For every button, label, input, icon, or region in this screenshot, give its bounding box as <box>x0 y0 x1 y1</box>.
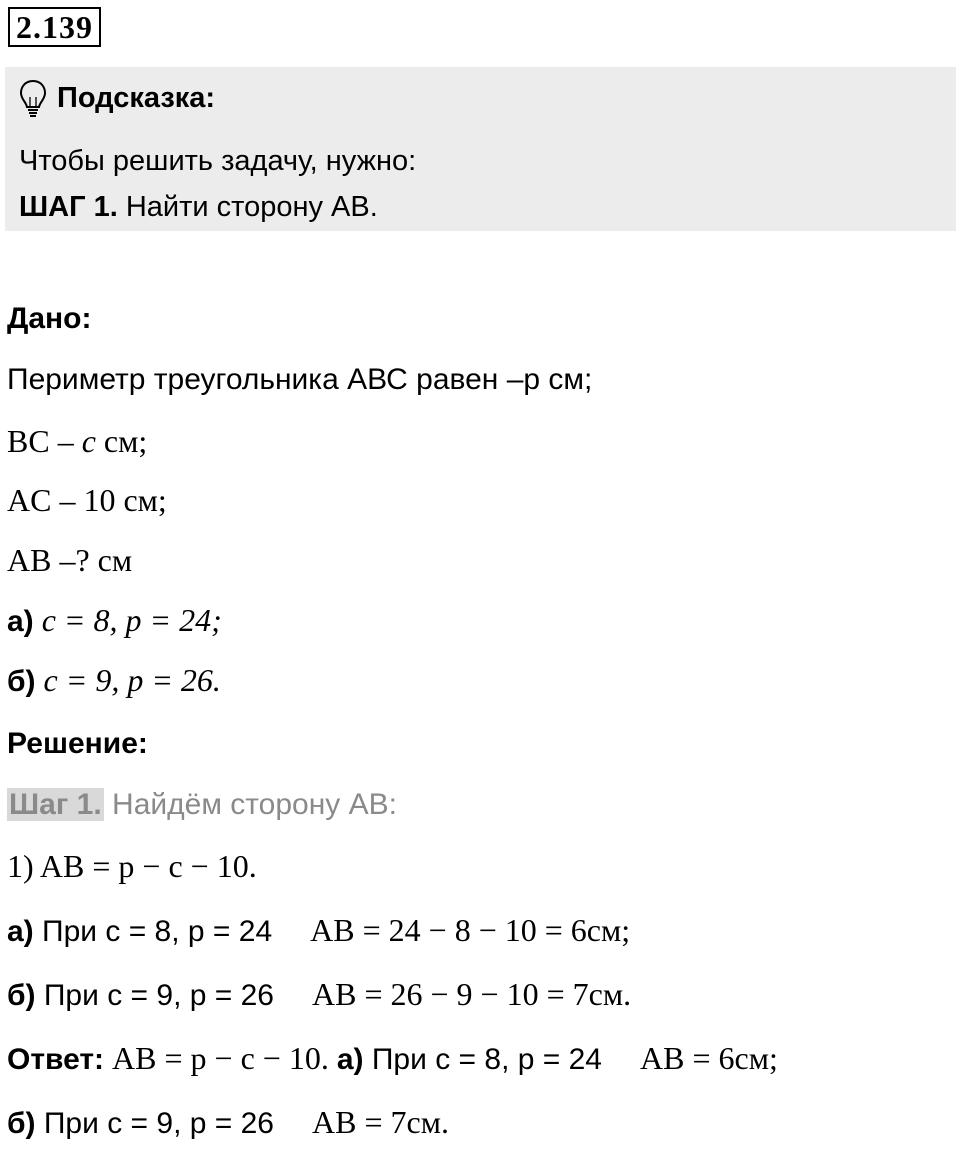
lightbulb-icon <box>19 79 47 117</box>
hint-step <box>19 191 378 224</box>
given-a-label: а) <box>7 605 34 638</box>
given-bc-var: c <box>81 423 96 459</box>
solution-case-b <box>7 976 631 1013</box>
given-ac: AC – 10 см; <box>7 482 167 518</box>
solution-a-text1: При c = 8, p = 24 <box>33 915 273 948</box>
given-case-a <box>7 602 222 639</box>
answer-b-label: б) <box>7 1107 36 1140</box>
given-bc-suffix: см; <box>95 423 148 459</box>
answer-a-text2: AB = 6см; <box>640 1040 778 1076</box>
solution-b-label: б) <box>7 979 36 1012</box>
answer-formula: AB = p − c − 10. <box>104 1040 337 1076</box>
solution-formula: 1) AB = p − c − 10. <box>7 848 257 884</box>
answer-b-text2: AB = 7см. <box>312 1104 449 1140</box>
solution-step-text: Найдём сторону АВ: <box>103 788 397 821</box>
given-a-text: c = 8, p = 24; <box>33 602 222 638</box>
solution-title: Решение: <box>7 727 148 760</box>
hint-step-label: ШАГ 1. <box>19 191 118 223</box>
answer-b-text1: При c = 9, p = 26 <box>35 1107 274 1140</box>
given-ab: AB –? см <box>7 542 133 578</box>
solution-a-text2: AB = 24 − 8 − 10 = 6см; <box>310 912 631 948</box>
hint-box <box>5 67 956 231</box>
solution-case-a <box>7 912 630 949</box>
solution-step-label: Шаг 1. <box>9 788 102 821</box>
given-b-text: c = 9, p = 26. <box>35 662 221 698</box>
hint-title-text: Подсказка: <box>57 81 216 114</box>
answer-a-label: а) <box>336 1043 364 1076</box>
given-b-label: б) <box>7 665 36 698</box>
hint-step-text: Найти сторону АВ. <box>117 191 378 223</box>
hint-line: Чтобы решить задачу, нужно: <box>19 145 417 177</box>
solution-b-text2: AB = 26 − 9 − 10 = 7см. <box>312 976 632 1012</box>
given-case-b <box>7 662 221 699</box>
solution-a-label: а) <box>7 915 34 948</box>
given-perimeter: Периметр треугольника АВС равен –р см; <box>7 363 593 396</box>
given-bc <box>7 423 147 460</box>
answer-line <box>7 1040 778 1077</box>
given-title: Дано: <box>7 302 92 335</box>
given-bc-prefix: BC – <box>7 423 82 459</box>
answer-case-b <box>7 1104 449 1141</box>
solution-b-text1: При c = 9, p = 26 <box>35 979 274 1012</box>
answer-label: Ответ: <box>7 1043 105 1076</box>
problem-number: 2.139 <box>8 7 101 47</box>
answer-a-text1: При c = 8, p = 24 <box>363 1043 602 1076</box>
solution-step <box>7 788 397 822</box>
hint-title <box>19 79 215 117</box>
